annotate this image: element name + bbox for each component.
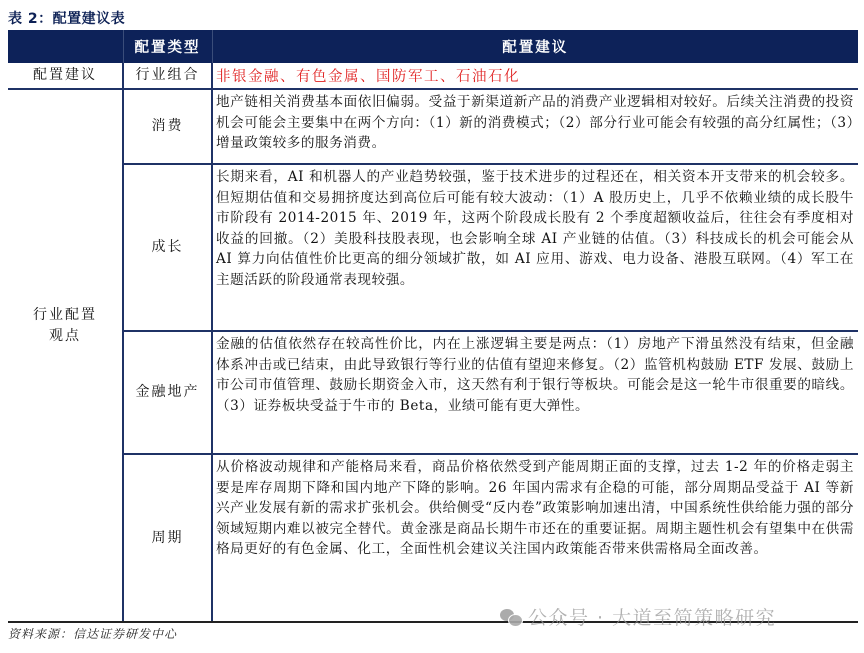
- section-text: 长期来看，AI 和机器人的产业趋势较强，鉴于技术进步的过程还在，相关资本开支带来的机会较多。但短期估值和交易拥挤度达到高位后可能有较大波动：（1）A 股历史上，几乎不依赖业绩的成长股牛市阶段有 2014-2015 年、2019 年，这两个阶段成长股有 2 个季度超额收益后，往往会有季度相对收益的回撤。（2）美股科技股表现，也会影响全球 AI 产业链的估值。（3）科技成长的机会可能会从 AI 算力向估值性价比更高的细分领域扩散，如 AI 应用、游戏、电力设备、港股互联网。（4）军工在主题活跃的阶段通常表现较强。: [212, 164, 858, 331]
- section-type: 消费: [123, 89, 212, 164]
- table-row-consumption: [8, 89, 858, 164]
- table-row-growth: [8, 164, 858, 331]
- wechat-icon: [500, 608, 522, 626]
- group-label: [8, 89, 123, 622]
- header-type: 配置类型: [123, 30, 212, 63]
- section-type: 周期: [123, 454, 212, 622]
- watermark-text: 公众号 · 大道至简策略研究: [528, 607, 777, 629]
- section-text: 地产链相关消费基本面依旧偏弱。受益于新渠道新产品的消费产业逻辑相对较好。后续关注消费的投资机会可能会主要集中在两个方向：（1）新的消费模式；（2）部分行业可能会有较强的高分红属性；（3）增量政策较多的服务消费。: [212, 89, 858, 164]
- row-type: 行业组合: [123, 63, 212, 89]
- allocation-table: [8, 30, 858, 623]
- row-label: 配置建议: [8, 63, 123, 89]
- group-label-text: 行业配置观点: [33, 306, 97, 344]
- header-empty: [8, 30, 123, 63]
- header-recommendation: 配置建议: [212, 30, 858, 63]
- table-title: 表 2：配置建议表: [8, 11, 126, 27]
- table-row-industry-combo: [8, 63, 858, 89]
- section-text: 从价格波动规律和产能格局来看，商品价格依然受到产能周期正面的支撑，过去 1-2 年的价格走弱主要是库存周期下降和国内地产下降的影响。26 年国内需求有企稳的可能，部分周期品受益于 AI 等新兴产业发展有新的需求扩张机会。供给侧受“反内卷”政策影响加速出清，中国系统性供给能力强的部分领域短期内难以被完全替代。黄金涨是商品长期牛市还在的重要证据。周期主题性机会有望集中在供需格局更好的有色金属、化工，全面性机会建议关注国内政策能否带来供需格局全面改善。: [212, 454, 858, 622]
- table-row-cyclical: [8, 454, 858, 622]
- source-note: 资料来源：信达证券研发中心: [8, 627, 178, 641]
- table-header-row: [8, 30, 858, 63]
- table-row-finance-realestate: [8, 331, 858, 454]
- section-type: 金融地产: [123, 331, 212, 454]
- section-text: 金融的估值依然存在较高性价比，内在上涨逻辑主要是两点：（1）房地产下滑虽然没有结束，但金融体系冲击或已结束，由此导致银行等行业的估值有望迎来修复。（2）监管机构鼓励 ETF 发展、鼓励上市公司市值管理、鼓励长期资金入市，这天然有利于银行等板块。可能会是这一轮牛市很重要的暗线。（3）证券板块受益于牛市的 Beta，业绩可能有更大弹性。: [212, 331, 858, 454]
- watermark: [500, 603, 776, 630]
- recommended-industries: 非银金融、有色金属、国防军工、石油石化: [212, 63, 858, 89]
- section-type: 成长: [123, 164, 212, 331]
